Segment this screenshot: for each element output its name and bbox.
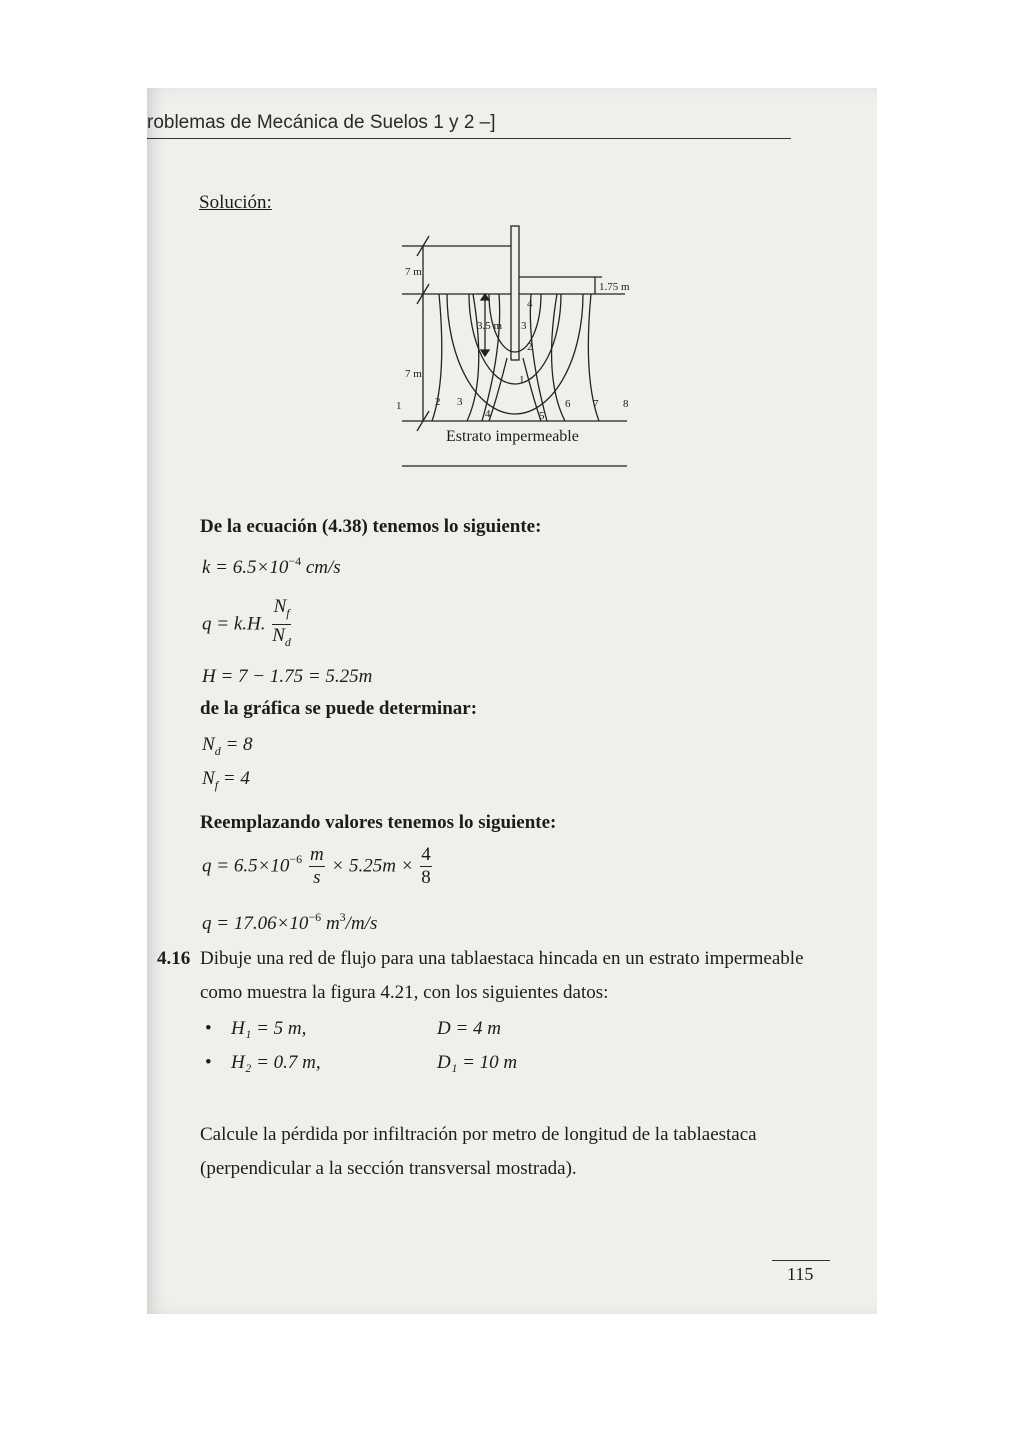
q-numerator-sub: f bbox=[286, 606, 290, 620]
nf-equation bbox=[202, 768, 250, 793]
problem-text-line-1: Dibuje una red de flujo para una tablaestaca hincada en un estrato impermeable bbox=[200, 948, 804, 969]
diagram-drop-number: 6 bbox=[565, 398, 571, 410]
replace-intro: Reemplazando valores tenemos lo siguiente: bbox=[200, 812, 557, 833]
k-equation bbox=[202, 554, 341, 579]
q2-lhs: q = 6.5×10 bbox=[202, 855, 290, 877]
q-substitution bbox=[202, 844, 434, 889]
diagram-drop-number: 7 bbox=[593, 398, 599, 410]
bullet-right: D = 4 m bbox=[437, 1018, 502, 1039]
q-result bbox=[202, 910, 377, 935]
diagram-flow-number: 3 bbox=[521, 320, 527, 332]
m-over-s-fraction bbox=[309, 844, 325, 889]
calc-text-line-2: (perpendicular a la sección transversal mostrada). bbox=[200, 1158, 577, 1179]
calc-text-line-1: Calcule la pérdida por infiltración por metro de longitud de la tablaestaca bbox=[200, 1124, 757, 1145]
h-equation: H = 7 − 1.75 = 5.25m bbox=[202, 666, 373, 687]
header-rule bbox=[147, 138, 791, 139]
diagram-drop-number: 2 bbox=[435, 396, 441, 408]
bullet-row bbox=[205, 1012, 212, 1046]
q-denominator: N bbox=[272, 625, 285, 646]
graph-intro: de la gráfica se puede determinar: bbox=[200, 698, 478, 719]
q-formula bbox=[202, 596, 293, 653]
four-over-eight-fraction bbox=[420, 844, 432, 889]
q2-exponent: −6 bbox=[289, 851, 303, 866]
solution-heading: Solución: bbox=[199, 192, 272, 213]
nf-over-nd-fraction bbox=[272, 596, 291, 653]
diagram-drop-number: 1 bbox=[396, 400, 402, 412]
nf-subscript: f bbox=[214, 778, 219, 792]
q3-exponent: −6 bbox=[308, 910, 322, 924]
ratio-numerator: 4 bbox=[421, 844, 431, 865]
q2-middle: × 5.25m × bbox=[331, 855, 414, 877]
nf-symbol: N bbox=[202, 768, 215, 789]
bullet-dot: • bbox=[205, 1018, 212, 1039]
nd-value: = 8 bbox=[220, 734, 253, 755]
diagram-drop-number: 3 bbox=[457, 396, 463, 408]
problem-text-line-2: como muestra la figura 4.21, con los siguientes datos: bbox=[200, 982, 609, 1003]
q3-unit: m bbox=[321, 913, 340, 934]
diagram-label-1-75m: 1.75 m bbox=[599, 281, 630, 293]
page-number: 115 bbox=[787, 1264, 814, 1284]
q-lhs: q = k.H. bbox=[202, 613, 266, 635]
diagram-impermeable-label: Estrato impermeable bbox=[446, 428, 579, 445]
q3-lhs: q = 17.06×10 bbox=[202, 913, 309, 934]
nd-equation bbox=[202, 734, 253, 759]
k-lhs: k = 6.5×10 bbox=[202, 557, 289, 578]
ratio-denominator: 8 bbox=[421, 867, 431, 888]
nd-subscript: d bbox=[214, 744, 221, 758]
diagram-drop-number: 5 bbox=[539, 410, 545, 422]
q-numerator: N bbox=[273, 596, 287, 617]
diagram-label-7m-bottom: 7 m bbox=[405, 368, 422, 380]
equation-intro: De la ecuación (4.38) tenemos lo siguiente: bbox=[200, 516, 542, 537]
q-denominator-sub: d bbox=[284, 635, 291, 649]
k-unit: cm/s bbox=[301, 557, 341, 578]
book-page bbox=[147, 88, 877, 1314]
diagram-flow-number: 4 bbox=[527, 298, 533, 310]
unit-denominator: s bbox=[313, 867, 321, 888]
k-exponent: −4 bbox=[288, 554, 302, 568]
bullet-left: H₂ = 0.7 m, bbox=[231, 1052, 321, 1073]
diagram-flow-number: 2 bbox=[527, 341, 533, 353]
bullet-left: H₁ = 5 m, bbox=[231, 1018, 307, 1039]
diagram-label-7m-top: 7 m bbox=[405, 266, 422, 278]
nf-value: = 4 bbox=[218, 768, 250, 789]
diagram-label-3-5m: 3.5 m bbox=[477, 320, 503, 332]
unit-numerator: m bbox=[309, 844, 324, 865]
bullet-dot: • bbox=[205, 1052, 212, 1073]
page-number-rule bbox=[772, 1260, 830, 1261]
problem-number: 4.16 bbox=[157, 948, 191, 969]
q3-unit-exponent: 3 bbox=[339, 910, 346, 924]
running-header: roblemas de Mecánica de Suelos 1 y 2 –] bbox=[147, 112, 496, 133]
bullet-row bbox=[205, 1046, 212, 1080]
diagram-flow-number: 1 bbox=[519, 374, 525, 386]
q3-unit-tail: /m/s bbox=[345, 913, 378, 934]
nd-symbol: N bbox=[202, 734, 215, 755]
diagram-drop-number: 4 bbox=[485, 408, 491, 420]
diagram-drop-number: 8 bbox=[623, 398, 629, 410]
bullet-right: D₁ = 10 m bbox=[437, 1052, 518, 1073]
